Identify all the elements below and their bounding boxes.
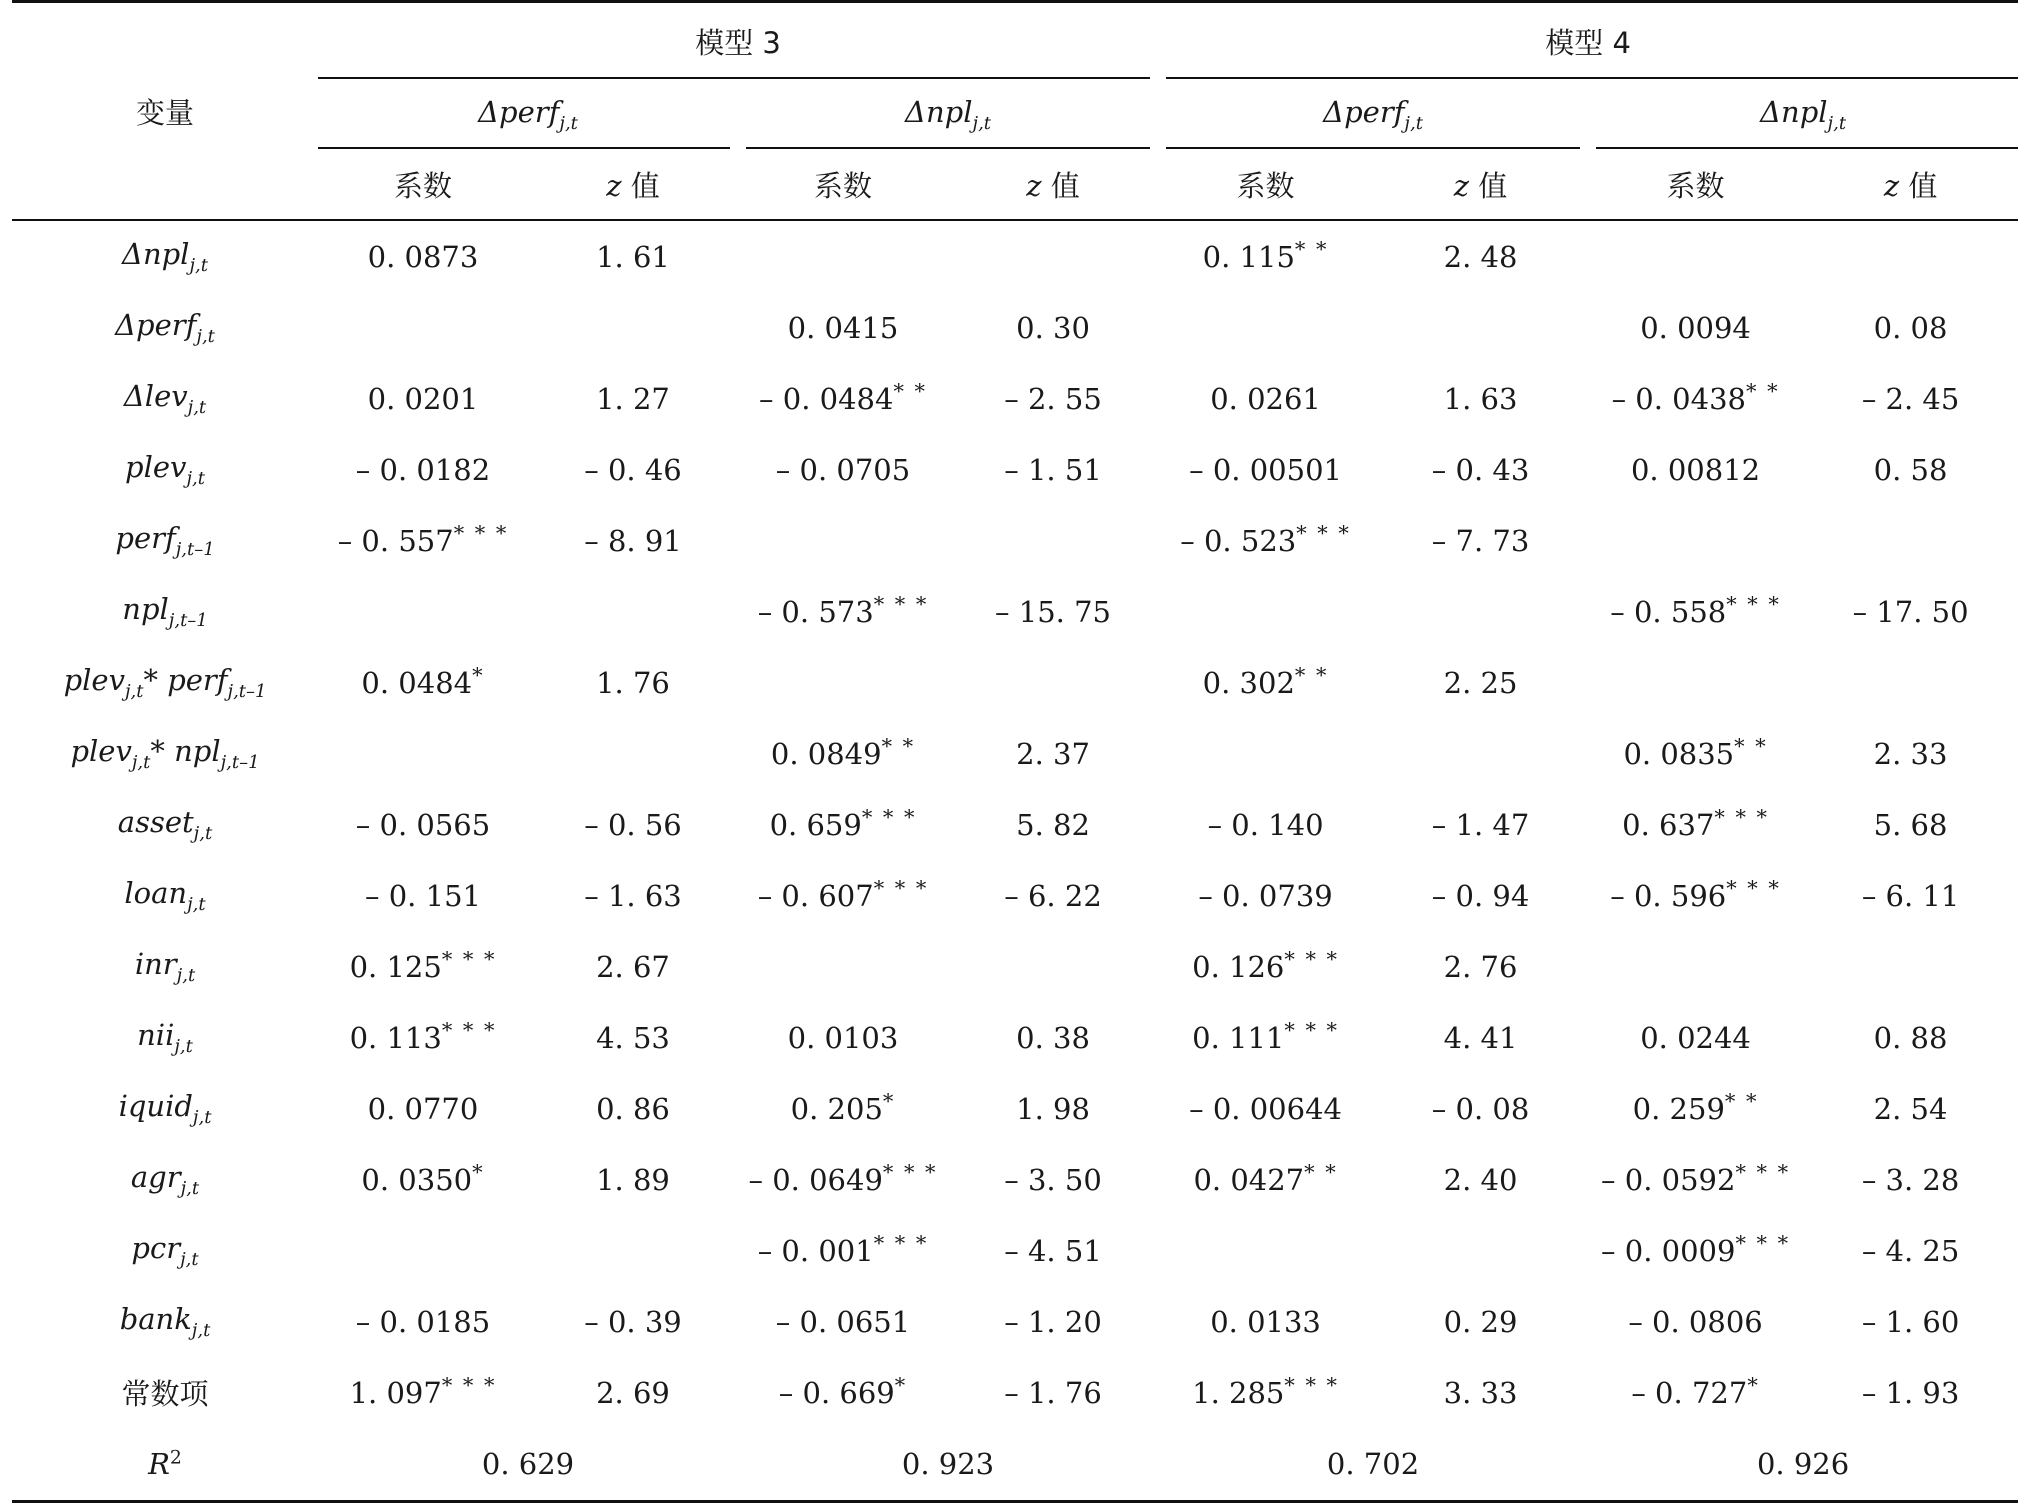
variable-symbol: Δnpl$_{j,t}$ [122,237,208,276]
row-variable-label [12,576,318,647]
row-variable-label [12,1144,318,1215]
z-value-cell: 0. 29 [1443,1304,1518,1339]
z-value-cell [948,220,1158,292]
coefficient-cell: – 0. 0705 [775,452,911,487]
coefficient-cell [318,292,528,363]
coefficient-cell: 0. 0103 [787,1020,899,1055]
row-variable-label [12,931,318,1002]
z-value-cell: 0. 08 [1873,310,1948,345]
table-row [12,1073,2018,1144]
z-value-cell: – 0. 94 [1431,878,1530,913]
variable-symbol: loan$_{j,t}$ [124,876,206,915]
table-row [12,789,2018,860]
z-value-cell: – 2. 55 [1004,381,1102,416]
z-value-cell [528,292,738,363]
significance-stars: * * [893,378,927,403]
z-value-cell: 2. 37 [1016,736,1090,771]
significance-stars: * * [1294,662,1329,687]
z-value-cell: – 1. 51 [1004,452,1102,487]
variable-symbol: npl$_{j,t-1}$ [174,734,260,773]
z-value-cell: 2. 48 [1443,239,1518,274]
z-header: z 值 [1803,149,2018,220]
table-row [12,220,2018,292]
coefficient-cell: – 0. 727* [1631,1372,1760,1410]
z-value-cell [528,576,738,647]
z-value-cell [948,647,1158,718]
z-value-cell: 2. 33 [1873,736,1948,771]
significance-stars: * * [1724,1088,1759,1113]
coefficient-cell: 0. 0770 [367,1091,479,1126]
table-row [12,1215,2018,1286]
coefficient-cell: – 0. 557* * * [337,520,509,558]
significance-stars: * [882,1088,896,1113]
variable-symbol: npl$_{j,t-1}$ [122,592,208,631]
z-value-cell [948,931,1158,1002]
coefficient-cell: – 0. 0565 [355,807,491,842]
table-row [12,931,2018,1002]
dependent-header [738,79,1158,149]
coefficient-cell: 0. 113* * * [349,1017,497,1055]
z-value-cell: – 1. 47 [1431,807,1530,842]
z-value-cell: – 1. 76 [1004,1375,1102,1410]
dependent-symbol: Δperf$_{j,t}$ [1323,94,1423,134]
coef-header: 系数 [318,149,528,220]
z-value-cell: 1. 27 [596,381,670,416]
significance-stars: * * * [873,591,929,616]
table-row [12,1144,2018,1215]
z-value-cell: – 8. 91 [584,523,682,558]
coefficient-cell: 0. 0201 [367,381,479,416]
variable-symbol: Δlev$_{j,t}$ [123,379,207,418]
coefficient-cell: – 0. 00644 [1189,1091,1342,1126]
z-value-cell: – 3. 28 [1861,1162,1960,1197]
significance-stars: * [894,1372,908,1397]
z-value-cell: – 4. 25 [1861,1233,1960,1268]
coefficient-cell: – 0. 140 [1207,807,1324,842]
coefficient-cell: – 0. 0009* * * [1601,1230,1791,1268]
table-row [12,505,2018,576]
significance-stars: * [472,1159,485,1184]
coefficient-cell: 0. 0873 [367,239,479,274]
coefficient-cell: – 0. 0185 [355,1304,491,1339]
significance-stars: * * * [1296,520,1351,545]
z-value-cell: 0. 58 [1873,452,1948,487]
table-row [12,1357,2018,1428]
coefficient-cell: – 0. 523* * * [1180,520,1351,558]
z-value-cell: – 1. 20 [1004,1304,1102,1339]
z-value-cell: 0. 86 [596,1091,670,1126]
r-squared-value: 0. 923 [738,1428,1158,1502]
z-value-cell: – 2. 45 [1861,381,1960,416]
z-value-cell: – 4. 51 [1004,1233,1102,1268]
significance-stars: * * [1294,236,1329,261]
variable-symbol: iquid$_{j,t}$ [118,1089,212,1128]
z-value-cell: 4. 41 [1443,1020,1518,1055]
significance-stars: * * * [453,520,509,545]
z-value-cell: 5. 68 [1873,807,1948,842]
variable-symbol: inr$_{j,t}$ [134,947,196,986]
z-value-cell [1373,292,1588,363]
coefficient-cell: 0. 0094 [1640,310,1751,345]
z-header: z 值 [948,149,1158,220]
coefficient-cell: 0. 126* * * [1192,946,1339,984]
z-value-cell [1373,576,1588,647]
z-value-cell: – 15. 75 [995,594,1111,629]
coefficient-cell: – 0. 669* [778,1372,908,1410]
z-value-cell: – 0. 46 [584,452,682,487]
z-value-cell: 1. 76 [596,665,670,700]
variable-symbol: asset$_{j,t}$ [117,805,213,844]
coefficient-cell: – 0. 0651 [775,1304,911,1339]
variable-symbol: bank$_{j,t}$ [119,1302,211,1341]
coefficient-cell: 0. 0261 [1210,381,1321,416]
z-value-cell: 0. 38 [1016,1020,1090,1055]
table-row [12,1002,2018,1073]
significance-stars: * * [1746,378,1780,403]
r-squared-value: 0. 702 [1158,1428,1588,1502]
table-row [12,647,2018,718]
row-variable-label [12,434,318,505]
coefficient-cell: 0. 259* * [1632,1088,1759,1126]
dependent-symbol: Δperf$_{j,t}$ [478,94,578,134]
z-value-cell: 1. 89 [596,1162,670,1197]
coefficient-cell [738,647,948,718]
significance-stars: * * * [882,1159,938,1184]
r-squared-row [12,1428,2018,1502]
significance-stars: * * * [1726,591,1781,616]
coefficient-cell: – 0. 573* * * [757,591,929,629]
z-value-cell: 0. 30 [1016,310,1090,345]
row-variable-label: 常数项 [121,1377,209,1411]
z-value-cell: – 0. 56 [584,807,682,842]
coefficient-cell: 0. 302* * [1202,662,1329,700]
row-variable-label [12,363,318,434]
coefficient-cell: 0. 0484* [361,662,485,700]
coefficient-cell: – 0. 0806 [1628,1304,1763,1339]
dependent-symbol: Δnpl$_{j,t}$ [905,94,992,134]
row-variable-label [12,1215,318,1286]
z-value-cell [1373,718,1588,789]
coefficient-cell: 0. 0427* * [1193,1159,1338,1197]
coefficient-cell: 1. 285* * * [1192,1372,1339,1410]
regression-table [12,0,2018,1503]
variable-symbol: plev$_{j,t}$ [63,663,144,702]
coefficient-cell [738,220,948,292]
table-row [12,576,2018,647]
significance-stars: * * [881,733,916,758]
significance-stars: * * * [441,1017,497,1042]
z-value-cell: – 3. 50 [1004,1162,1102,1197]
z-value-cell [528,718,738,789]
coefficient-cell [318,718,528,789]
coefficient-cell [1158,576,1373,647]
z-value-cell: 2. 40 [1443,1162,1518,1197]
coefficient-cell [1588,931,1803,1002]
variable-symbol: agr$_{j,t}$ [130,1160,200,1199]
coefficient-cell: 0. 0849* * [770,733,916,771]
significance-stars: * * * [873,875,929,900]
coefficient-cell: 1. 097* * * [349,1372,497,1410]
significance-stars: * * * [1284,946,1339,971]
z-value-cell: – 1. 93 [1861,1375,1960,1410]
coefficient-cell: 0. 111* * * [1192,1017,1339,1055]
dependent-header [1158,79,1588,149]
coefficient-cell: – 0. 00501 [1189,452,1342,487]
variable-symbol: plev$_{j,t}$ [125,450,205,489]
coefficient-cell: 0. 00812 [1630,452,1761,487]
row-variable-label [12,220,318,292]
z-header: z 值 [528,149,738,220]
coefficient-cell: 0. 0133 [1210,1304,1321,1339]
z-value-cell: – 1. 63 [584,878,682,913]
z-value-cell: 0. 88 [1873,1020,1948,1055]
significance-stars: * * * [1735,1159,1791,1184]
coef-header: 系数 [1158,149,1373,220]
coefficient-cell [1588,505,1803,576]
variable-symbol: Δperf$_{j,t}$ [115,308,215,347]
table-row [12,1286,2018,1357]
coefficient-cell: – 0. 001* * * [757,1230,929,1268]
z-value-cell: 2. 76 [1443,949,1518,984]
z-value-cell: 2. 54 [1873,1091,1948,1126]
z-value-cell: 2. 67 [596,949,670,984]
table-row [12,434,2018,505]
z-value-cell: – 6. 11 [1861,878,1960,913]
row-variable-label [12,505,318,576]
coefficient-cell: 0. 0244 [1640,1020,1751,1055]
r-squared-value: 0. 629 [318,1428,738,1502]
z-value-cell: 3. 33 [1443,1375,1518,1410]
coefficient-cell: – 0. 0182 [355,452,491,487]
table-row [12,860,2018,931]
r-squared-label: $R^2$ [12,1428,318,1502]
significance-stars: * * * [1726,875,1781,900]
z-value-cell [528,1215,738,1286]
significance-stars: * * * [1714,804,1769,829]
z-header: z 值 [1373,149,1588,220]
significance-stars: * * * [861,804,917,829]
coefficient-cell: – 0. 0438* * [1611,378,1780,416]
coefficient-cell: – 0. 0739 [1198,878,1333,913]
coef-header: 系数 [738,149,948,220]
z-value-cell: – 0. 08 [1431,1091,1530,1126]
row-variable-label [12,292,318,363]
coefficient-cell: 0. 125* * * [349,946,497,984]
coefficient-cell [1158,292,1373,363]
row-variable-label [12,1073,318,1144]
coefficient-cell: – 0. 0592* * * [1601,1159,1791,1197]
table-row [12,718,2018,789]
model-4-header: 模型 4 [1158,2,2018,80]
coefficient-cell: 0. 659* * * [769,804,917,842]
variable-symbol: plev$_{j,t}$ [70,734,151,773]
z-value-cell: – 7. 73 [1431,523,1530,558]
z-value-cell: 2. 69 [596,1375,670,1410]
significance-stars: * [472,662,485,687]
significance-stars: * * [1734,733,1768,758]
r-squared-value: 0. 926 [1588,1428,2018,1502]
z-value-cell: – 6. 22 [1004,878,1102,913]
significance-stars: * * [1304,1159,1338,1184]
significance-stars: * * * [1284,1017,1339,1042]
z-value-cell: 4. 53 [596,1020,670,1055]
z-value-cell: – 1. 60 [1861,1304,1960,1339]
coefficient-cell: 0. 637* * * [1622,804,1769,842]
coefficient-cell: 0. 115* * [1202,236,1329,274]
z-value-cell: 5. 82 [1016,807,1090,842]
z-value-cell [1803,647,2018,718]
variable-symbol: pcr$_{j,t}$ [131,1231,199,1270]
variable-symbol: perf$_{j,t-1}$ [167,663,267,702]
significance-stars: * * * [441,946,497,971]
z-value-cell: – 0. 43 [1431,452,1530,487]
variable-symbol: perf$_{j,t-1}$ [115,521,215,560]
coef-header: 系数 [1588,149,1803,220]
row-variable-label [12,789,318,860]
significance-stars: * * * [1735,1230,1791,1255]
coefficient-cell: 0. 0415 [787,310,899,345]
significance-stars: * [1747,1372,1760,1397]
dependent-header [318,79,738,149]
dependent-header [1588,79,2018,149]
coefficient-cell [1588,220,1803,292]
z-value-cell: 1. 63 [1443,381,1518,416]
z-value-cell [1803,931,2018,1002]
row-variable-label [12,1286,318,1357]
z-value-cell [1373,1215,1588,1286]
z-value-cell: 1. 61 [596,239,670,274]
row-variable-label [12,860,318,931]
z-value-cell: – 0. 39 [584,1304,682,1339]
row-variable-label: plev$_{j,t}$* npl$_{j,t-1}$ [70,734,260,773]
coefficient-cell: – 0. 607* * * [757,875,929,913]
table-row [12,292,2018,363]
coefficient-cell: – 0. 0649* * * [748,1159,938,1197]
row-variable-label [12,1002,318,1073]
coefficient-cell: – 0. 596* * * [1610,875,1781,913]
variable-header: 变量 [12,2,318,221]
model-3-header: 模型 3 [318,2,1158,80]
coefficient-cell: 0. 205* [790,1088,896,1126]
coefficient-cell [1158,718,1373,789]
z-value-cell [1803,220,2018,292]
coefficient-cell [318,1215,528,1286]
coefficient-cell: 0. 0835* * [1623,733,1768,771]
z-value-cell: – 17. 50 [1852,594,1969,629]
coefficient-cell: 0. 0350* [361,1159,485,1197]
z-value-cell: 1. 98 [1016,1091,1090,1126]
z-value-cell [1803,505,2018,576]
coefficient-cell [1588,647,1803,718]
coefficient-cell [738,931,948,1002]
significance-stars: * * * [873,1230,929,1255]
coefficient-cell [1158,1215,1373,1286]
z-value-cell [948,505,1158,576]
coefficient-cell: – 0. 151 [365,878,481,913]
coefficient-cell: – 0. 0484* * [759,378,927,416]
row-variable-label: plev$_{j,t}$* perf$_{j,t-1}$ [63,663,267,702]
z-value-cell: 2. 25 [1443,665,1518,700]
coefficient-cell: – 0. 558* * * [1610,591,1781,629]
table-row [12,363,2018,434]
coefficient-cell [318,576,528,647]
significance-stars: * * * [441,1372,497,1397]
variable-symbol: nii$_{j,t}$ [137,1018,193,1057]
dependent-symbol: Δnpl$_{j,t}$ [1760,94,1847,134]
significance-stars: * * * [1284,1372,1339,1397]
coefficient-cell [738,505,948,576]
